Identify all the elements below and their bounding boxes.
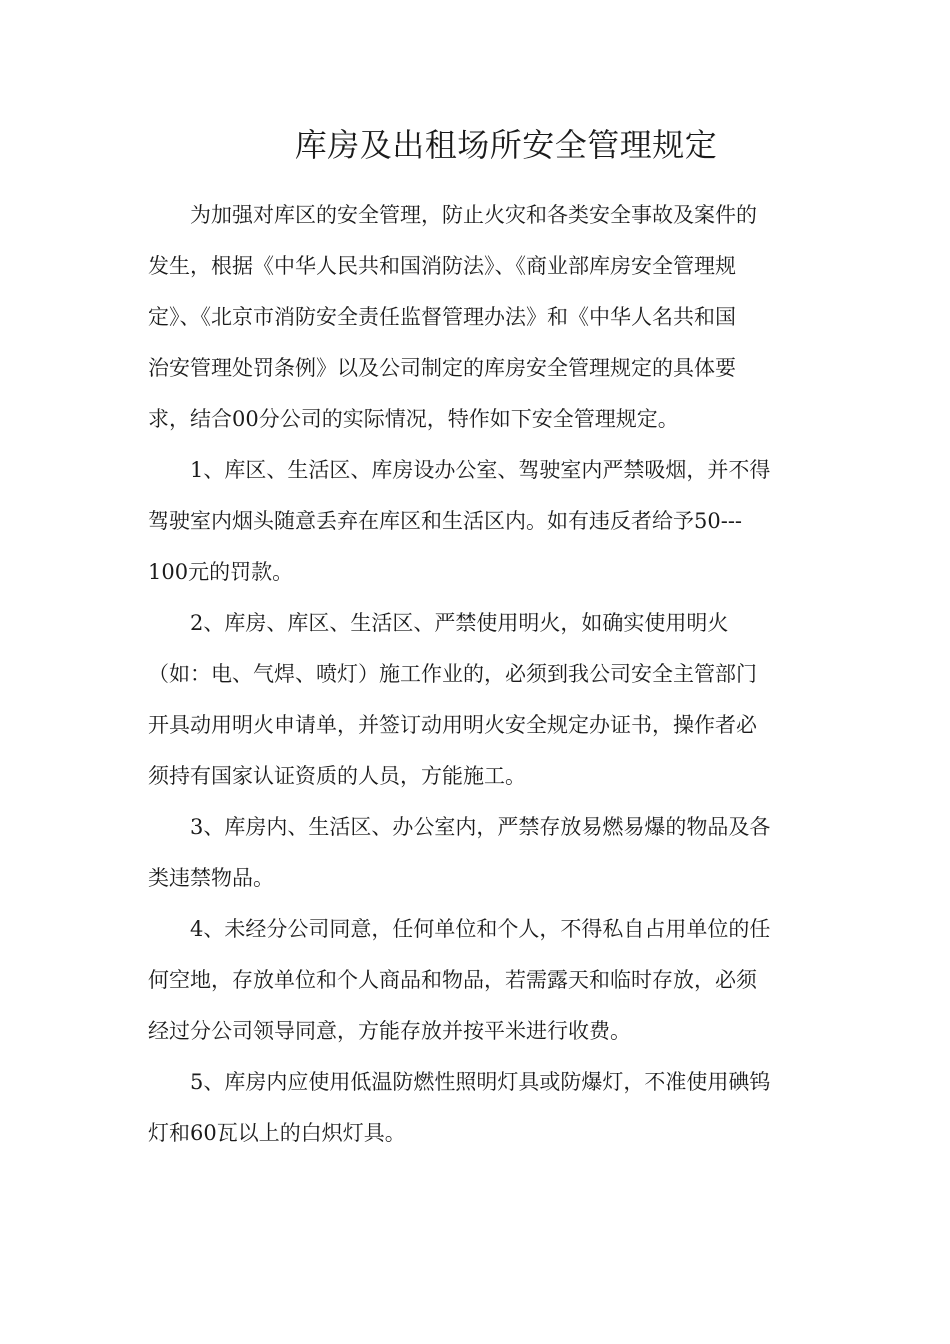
paragraph-rule-3 [148,802,808,904]
text-line: 灯和60瓦以上的白炽灯具。 [148,1121,406,1145]
text-line: 4、未经分公司同意，任何单位和个人，不得私自占用单位的任 [190,917,771,941]
text-line: 5、库房内应使用低温防燃性照明灯具或防爆灯，不准使用碘钨 [190,1070,771,1094]
text-line: 求，结合00分公司的实际情况，特作如下安全管理规定。 [148,407,679,431]
text-line: 须持有国家认证资质的人员，方能施工。 [148,764,526,788]
paragraph-rule-2 [148,598,808,802]
text-line: 定》、《北京市消防安全责任监督管理办法》和《中华人名共和国 [148,305,736,329]
paragraph-rule-4 [148,904,808,1057]
text-line: 100元的罚款。 [148,560,294,584]
paragraph-rule-1 [148,445,808,598]
text-line: （如：电、气焊、喷灯）施工作业的，必须到我公司安全主管部门 [148,662,757,686]
paragraph-intro [148,190,808,445]
text-line: 为加强对库区的安全管理，防止火灾和各类安全事故及案件的 [190,203,757,227]
document-title: 库房及出租场所安全管理规定 [294,126,718,164]
text-line: 治安管理处罚条例》以及公司制定的库房安全管理规定的具体要 [148,356,736,380]
text-line: 开具动用明火申请单，并签订动用明火安全规定办证书，操作者必 [148,713,757,737]
text-line: 类违禁物品。 [148,866,274,890]
paragraph-rule-5 [148,1057,808,1159]
text-line: 经过分公司领导同意，方能存放并按平米进行收费。 [148,1019,631,1043]
text-line: 3、库房内、生活区、办公室内，严禁存放易燃易爆的物品及各 [190,815,771,839]
document-body [148,190,808,1159]
text-line: 2、库房、库区、生活区、严禁使用明火，如确实使用明火 [190,611,729,635]
text-line: 发生，根据《中华人民共和国消防法》、《商业部库房安全管理规 [148,254,736,278]
text-line: 驾驶室内烟头随意丢弃在库区和生活区内。如有违反者给予50--- [148,509,743,533]
text-line: 1、库区、生活区、库房设办公室、驾驶室内严禁吸烟，并不得 [190,458,771,482]
text-line: 何空地，存放单位和个人商品和物品，若需露天和临时存放，必须 [148,968,757,992]
